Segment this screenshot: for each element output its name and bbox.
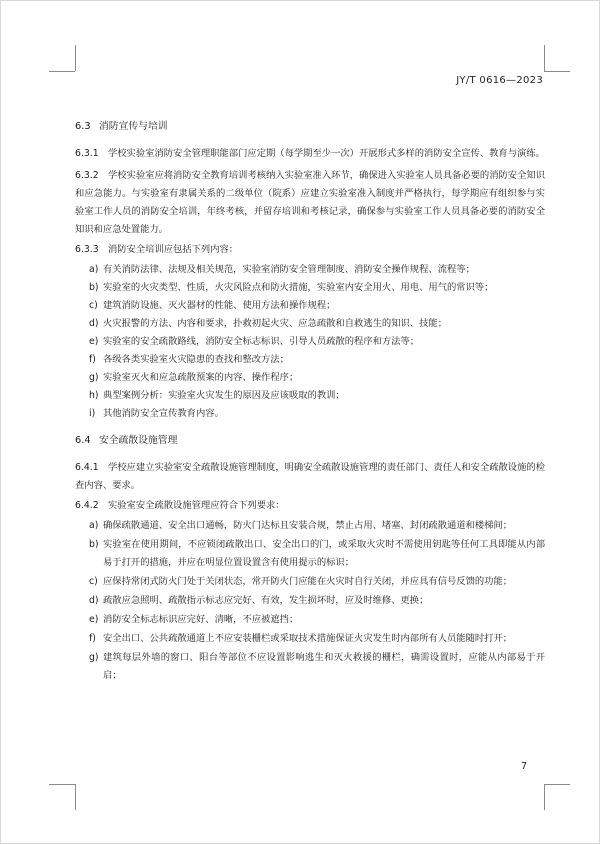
list-item xyxy=(75,592,545,610)
list-text: 确保疏散通道、安全出口通畅，防火门达标且安装合规，禁止占用、堵塞、封闭疏散通道和楼梯间； xyxy=(103,520,513,531)
training-content-list xyxy=(75,261,545,423)
list-marker: g) xyxy=(89,372,99,383)
list-item xyxy=(75,387,545,405)
list-marker: i) xyxy=(89,408,96,419)
list-marker: b) xyxy=(89,282,99,293)
list-item xyxy=(75,297,545,315)
crop-mark-top-left-v xyxy=(75,45,76,71)
crop-mark-top-left-h xyxy=(49,71,75,72)
list-text: 典型案例分析：实验室火灾发生的原因及应该吸取的教训； xyxy=(103,390,345,401)
section-number: 6.4 xyxy=(75,435,91,446)
section-heading-6-4 xyxy=(75,433,545,449)
list-text: 实验室的安全疏散路线，消防安全标志标识、引导人员疏散的程序和方法等； xyxy=(103,336,420,347)
list-text: 安全出口、公共疏散通道上不应安装栅栏或采取技术措施保证火灾发生时内部所有人员能随时打开； xyxy=(103,633,513,644)
list-marker: a) xyxy=(89,264,99,275)
section-title: 消防宣传与培训 xyxy=(99,121,168,132)
list-item xyxy=(75,279,545,297)
list-text: 疏散应急照明、疏散指示标志应完好、有效，发生损坏时，应及时维修、更换； xyxy=(103,595,429,606)
list-marker: f) xyxy=(89,633,96,644)
list-item xyxy=(75,405,545,423)
clause-6-3-1: 6.3.1 学校实验室消防安全管理职能部门应定期（每学期至少一次）开展形式多样的消防安全宣传、教育与演练。 xyxy=(75,148,545,159)
list-item xyxy=(75,630,545,648)
list-item xyxy=(75,517,545,535)
list-item xyxy=(75,649,545,685)
list-marker: c) xyxy=(89,576,98,587)
list-text: 有关消防法律、法规及相关规范，实验室消防安全管理制度、消防安全操作规程、流程等； xyxy=(103,264,475,275)
page-number: 7 xyxy=(520,761,527,772)
list-marker: c) xyxy=(89,300,98,311)
page-content xyxy=(75,119,545,685)
list-marker: e) xyxy=(89,614,99,625)
list-item xyxy=(75,573,545,591)
list-text: 各级各类实验室火灾隐患的查找和整改方法； xyxy=(103,354,289,365)
section-heading-6-3 xyxy=(75,119,545,135)
list-marker: d) xyxy=(89,318,99,329)
crop-mark-bottom-right-v xyxy=(544,784,545,810)
list-text: 应保持常闭式防火门处于关闭状态，常开防火门应能在火灾时自行关闭，并应具有信号反馈的功能； xyxy=(103,576,513,587)
list-item xyxy=(75,351,545,369)
list-item xyxy=(75,611,545,629)
clause-6-3-3: 6.3.3 消防安全培训应包括下列内容： xyxy=(75,244,239,255)
list-marker: h) xyxy=(89,390,99,401)
list-marker: f) xyxy=(89,354,96,365)
list-item xyxy=(75,369,545,387)
list-text: 实验室灭火和应急疏散预案的内容、操作程序； xyxy=(103,372,299,383)
list-text: 建筑每层外墙的窗口、阳台等部位不应设置影响逃生和灭火救援的栅栏，确需设置时，应能从内部易于开启； xyxy=(103,652,545,681)
crop-mark-bottom-left-v xyxy=(75,784,76,810)
list-text: 消防安全标志标识应完好、清晰，不应被遮挡； xyxy=(103,614,299,625)
list-text: 火灾报警的方法、内容和要求，扑救初起火灾、应急疏散和自救逃生的知识、技能； xyxy=(103,318,447,329)
list-text: 其他消防安全宣传教育内容。 xyxy=(103,408,224,419)
clause-6-4-2: 6.4.2 实验室安全疏散设施管理应符合下列要求： xyxy=(75,500,285,511)
standard-code: JY/T 0616—2023 xyxy=(456,75,543,86)
list-marker: g) xyxy=(89,652,99,663)
list-marker: b) xyxy=(89,539,99,550)
evacuation-requirements-list xyxy=(75,517,545,685)
list-text: 实验室的火灾类型、性质，火灾风险点和防火措施，实验室内安全用火、用电、用气的常识等； xyxy=(103,282,494,293)
list-marker: d) xyxy=(89,595,99,606)
list-marker: a) xyxy=(89,520,99,531)
section-title: 安全疏散设施管理 xyxy=(99,435,178,446)
crop-mark-bottom-right-h xyxy=(544,784,570,785)
list-item xyxy=(75,536,545,572)
clause-6-3-2: 6.3.2 学校实验室应将消防安全教育培训考核纳入实验室准入环节，确保进入实验室人员具备必要的消防安全知识和应急能力。与实验室有隶属关系的二级单位（院系）应建立实验室准入制度并严格执行，每学期应有组织参与实验室工作人员的消防安全培训，年终考核，并留存培训和考核记录，确保参与实验室工作人员具备必要的消防安全知识和应急处置能力。 xyxy=(75,170,545,235)
list-item xyxy=(75,333,545,351)
clause-6-4-1: 6.4.1 学校应建立实验室安全疏散设施管理制度，明确安全疏散设施管理的责任部门、责任人和安全疏散设施的检查内容、要求。 xyxy=(75,462,545,491)
list-text: 建筑消防设施、灭火器材的性能、使用方法和操作规程； xyxy=(103,300,336,311)
list-item xyxy=(75,261,545,279)
list-item xyxy=(75,315,545,333)
crop-mark-top-right-v xyxy=(544,45,545,71)
section-number: 6.3 xyxy=(75,121,91,132)
list-text: 实验室在使用期间，不应锁闭疏散出口、安全出口的门，或采取火灾时不需使用钥匙等任何工具即能从内部易于打开的措施，并应在明显位置设置含有使用提示的标识； xyxy=(103,539,545,568)
crop-mark-top-right-h xyxy=(544,71,570,72)
list-marker: e) xyxy=(89,336,99,347)
crop-mark-bottom-left-h xyxy=(49,784,75,785)
